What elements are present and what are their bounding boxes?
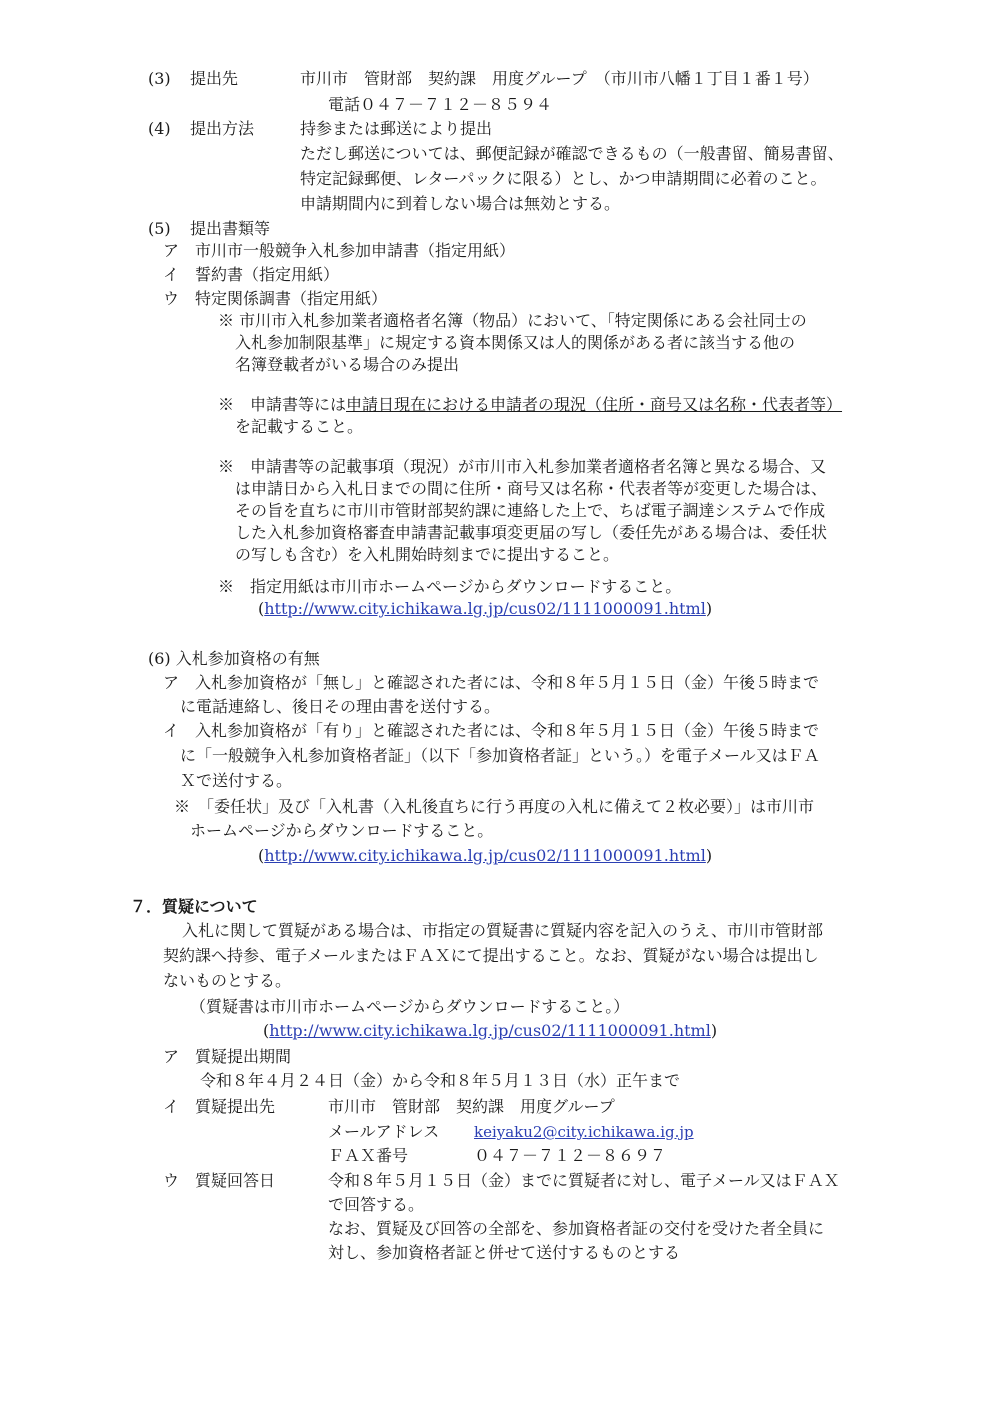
s4-line2: ただし郵送については、郵便記録が確認できるもの（一般書留、簡易書留、 — [300, 144, 844, 163]
s5-num: (5) — [148, 219, 171, 238]
s7-para-line3: ないものとする。 — [163, 971, 292, 990]
s5-note4-url-line: (http://www.city.ichikawa.lg.jp/cus02/1111000091.html) — [258, 599, 713, 618]
s7-u-line2: で回答する。 — [328, 1195, 425, 1214]
s5-note1-line1: ※ 市川市入札参加業者適格者名簿（物品）において、「特定関係にある会社同士の — [218, 311, 807, 330]
s5-note2-prefix: ※ 申請書等には — [218, 395, 347, 414]
s6-note-url-line: (http://www.city.ichikawa.lg.jp/cus02/1111000091.html) — [258, 846, 713, 865]
s7-u-line1: 令和８年５月１５日（金）までに質疑者に対し、電子メール又はＦＡＸ — [328, 1171, 840, 1190]
s5-note3-line4: した入札参加資格審査申請書記載事項変更届の写し（委任先がある場合は、委任状 — [235, 523, 828, 542]
s5-note2-line1 — [218, 394, 842, 416]
s3-num: (3) — [148, 69, 171, 88]
s5-item-u: ウ 特定関係調書（指定用紙） — [163, 289, 388, 308]
s4-line1: 持参または郵送により提出 — [300, 119, 493, 138]
s7-fax-number: ０４７－７１２－８６９７ — [474, 1146, 667, 1165]
s7-title: ７．質疑について — [130, 897, 258, 916]
s5-download-link[interactable]: http://www.city.ichikawa.lg.jp/cus02/1111000091.html — [264, 599, 706, 618]
s7-para-line1: 入札に関して質疑がある場合は、市指定の質疑書に質疑内容を記入のうえ、市川市管財部 — [182, 921, 823, 940]
s7-mail-link[interactable]: keiyaku2@city.ichikawa.ig.jp — [474, 1123, 694, 1141]
s5-item-a: ア 市川市一般競争入札参加申請書（指定用紙） — [163, 241, 516, 260]
s3-tel: 電話０４７－７１２－８５９４ — [328, 95, 553, 114]
s7-i-body: 市川市 管財部 契約課 用度グループ — [328, 1097, 615, 1116]
s7-para-line2: 契約課へ持参、電子メールまたはＦＡＸにて提出すること。なお、質疑がない場合は提出し — [163, 946, 819, 965]
s3-label: 提出先 — [190, 69, 239, 88]
s7-a-body: 令和８年４月２４日（金）から令和８年５月１３日（水）正午まで — [200, 1071, 681, 1090]
s5-note3-line1: ※ 申請書等の記載事項（現況）が市川市入札参加業者適格者名簿と異なる場合、又 — [218, 457, 827, 476]
s4-num: (4) — [148, 119, 171, 138]
s5-note1-line3: 名簿登載者がいる場合のみ提出 — [235, 355, 460, 374]
s7-download-link[interactable]: http://www.city.ichikawa.lg.jp/cus02/1111000091.html — [269, 1021, 711, 1040]
s4-line3: 特定記録郵便、レターパックに限る）とし、かつ申請期間に必着のこと。 — [300, 169, 827, 188]
s7-url-line: (http://www.city.ichikawa.lg.jp/cus02/1111000091.html) — [263, 1021, 718, 1040]
s7-para-line4: （質疑書は市川市ホームページからダウンロードすること。） — [190, 997, 630, 1016]
s6-i-line3: Ｘで送付する。 — [180, 771, 293, 790]
s7-a-title: ア 質疑提出期間 — [163, 1047, 292, 1066]
s6-a-line1: ア 入札参加資格が「無し」と確認された者には、令和８年５月１５日（金）午後５時まで — [163, 673, 820, 692]
s7-i-title: イ 質疑提出先 — [163, 1097, 276, 1116]
s6-note-line2: ホームページからダウンロードすること。 — [190, 821, 494, 840]
s5-note4-line1: ※ 指定用紙は市川市ホームページからダウンロードすること。 — [218, 577, 682, 596]
s7-u-line3: なお、質疑及び回答の全部を、参加資格者証の交付を受けた者全員に — [328, 1219, 825, 1238]
s4-label: 提出方法 — [190, 119, 255, 138]
s7-u-line4: 対し、参加資格者証と併せて送付するものとする — [328, 1243, 681, 1262]
s7-u-title: ウ 質疑回答日 — [163, 1171, 276, 1190]
s5-note3-line2: は申請日から入札日までの間に住所・商号又は名称・代表者等が変更した場合は、 — [235, 479, 828, 498]
s6-a-line2: に電話連絡し、後日その理由書を送付する。 — [180, 697, 501, 716]
s5-note2-line2: を記載すること。 — [235, 417, 364, 436]
s5-label: 提出書類等 — [190, 219, 271, 238]
s4-line4: 申請期間内に到着しない場合は無効とする。 — [300, 194, 621, 213]
s6-title: (6) 入札参加資格の有無 — [148, 649, 320, 668]
s6-note-line1: ※ 「委任状」及び「入札書（入札後直ちに行う再度の入札に備えて２枚必要）」は市川市 — [174, 797, 815, 816]
s6-download-link[interactable]: http://www.city.ichikawa.lg.jp/cus02/1111000091.html — [264, 846, 706, 865]
s5-item-i: イ 誓約書（指定用紙） — [163, 265, 340, 284]
s5-note1-line2: 入札参加制限基準」に規定する資本関係又は人的関係がある者に該当する他の — [235, 333, 796, 352]
s5-note3-line5: の写しも含む）を入札開始時刻までに提出すること。 — [235, 545, 620, 564]
s7-fax-label: ＦＡＸ番号 — [328, 1146, 409, 1165]
s6-i-line2: に「一般競争入札参加資格者証」（以下「参加資格者証」という。）を電子メール又はＦＡ — [180, 746, 820, 765]
s6-i-line1: イ 入札参加資格が「有り」と確認された者には、令和８年５月１５日（金）午後５時まで — [163, 721, 820, 740]
s5-note3-line3: その旨を直ちに市川市管財部契約課に連絡した上で、ちば電子調達システムで作成 — [235, 501, 826, 520]
s3-address: 市川市 管財部 契約課 用度グループ （市川市八幡１丁目１番１号） — [300, 69, 819, 88]
s5-note2-underlined: 申請日現在における申請者の現況（住所・商号又は名称・代表者等） — [346, 395, 843, 414]
s7-mail-label: メールアドレス — [328, 1122, 440, 1141]
